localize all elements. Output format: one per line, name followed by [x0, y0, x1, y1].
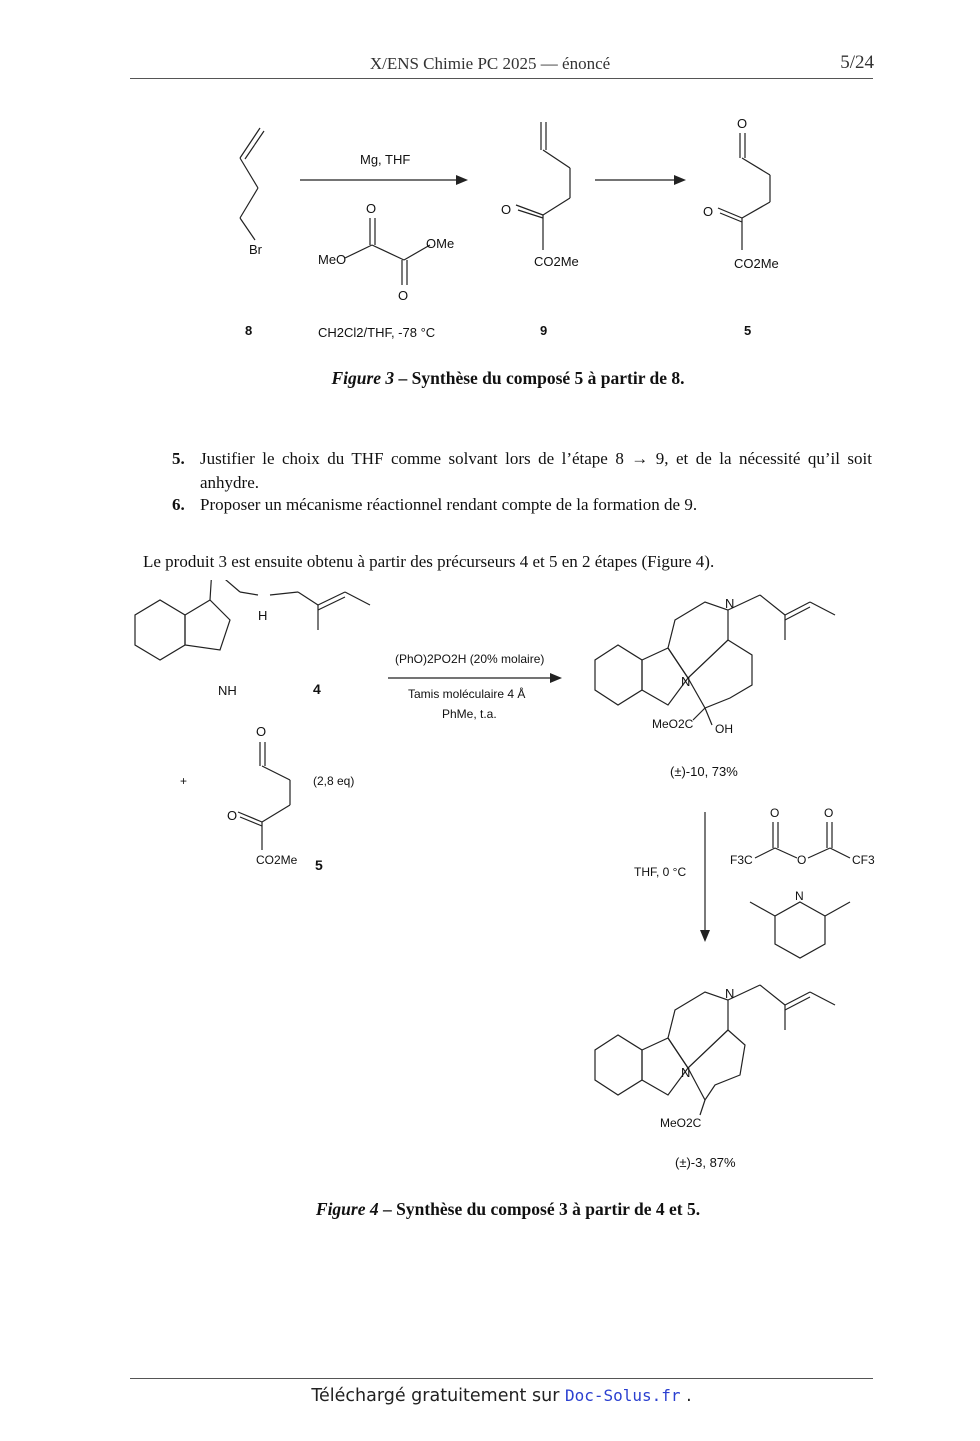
reagent-mg-thf: Mg, THF: [360, 152, 411, 167]
doc-solus-link[interactable]: Doc-Solus.fr: [564, 1386, 681, 1405]
dimethyl-oxalate: [318, 201, 454, 303]
svg-text:CO2Me: CO2Me: [534, 254, 579, 269]
reagent-phosphoric: (PhO)2PO2H (20% molaire): [395, 652, 545, 666]
reagent-ch2cl2: CH2Cl2/THF, -78 °C: [318, 325, 436, 340]
thf-condition: THF, 0 °C: [634, 865, 687, 879]
compound-label-5: 5: [744, 323, 752, 338]
svg-text:MeO2C: MeO2C: [652, 717, 694, 731]
svg-text:O: O: [703, 204, 714, 219]
svg-text:O: O: [770, 806, 780, 820]
compound-label-9: 9: [540, 323, 548, 338]
footer: Téléchargé gratuitement sur Doc-Solus.fr .: [311, 1386, 692, 1406]
molecule-3: [595, 985, 835, 1130]
figure-3-caption: Figure 3 – Synthèse du composé 5 à partir de 8.: [331, 368, 685, 388]
equivalents: (2,8 eq): [313, 774, 355, 788]
product-10-label: (±)-10, 73%: [670, 764, 738, 779]
svg-text:O: O: [227, 808, 238, 823]
svg-text:O: O: [366, 201, 377, 216]
svg-text:CO2Me: CO2Me: [734, 256, 779, 271]
question-6: 6. Proposer un mécanisme réactionnel rendant compte de la formation de 9.: [172, 495, 698, 514]
svg-text:F3C: F3C: [730, 853, 753, 867]
molecule-8: [240, 128, 264, 257]
running-header: X/ENS Chimie PC 2025 — énoncé: [369, 54, 611, 73]
svg-text:OH: OH: [715, 722, 733, 736]
svg-text:CO2Me: CO2Me: [256, 853, 298, 867]
figure-4-scheme: [0, 580, 980, 1180]
svg-text:O: O: [256, 724, 267, 739]
figure-4-caption: Figure 4 – Synthèse du composé 3 à partir de 4 et 5.: [315, 1199, 701, 1219]
page-number: 5/24: [840, 52, 874, 73]
svg-text:MeO: MeO: [318, 252, 347, 267]
compound-label-4: 4: [313, 681, 321, 697]
lutidine: [750, 889, 850, 958]
molecule-4: [135, 580, 370, 698]
svg-text:OMe: OMe: [426, 236, 455, 251]
svg-text:H: H: [258, 608, 268, 623]
svg-text:O: O: [398, 288, 409, 303]
footer-rule: [130, 1378, 873, 1379]
svg-text:N: N: [725, 596, 735, 611]
molecule-5-reagent: [227, 724, 298, 867]
question-5: 5. Justifier le choix du THF comme solvant lors de l’étape 8 → 9, et de la nécessité qu’il soit anhydre.: [172, 449, 872, 492]
svg-text:N: N: [681, 1065, 691, 1080]
footer-text: Téléchargé gratuitement sur: [311, 1386, 565, 1406]
svg-text:O: O: [737, 116, 748, 131]
reagent-solvent: PhMe, t.a.: [442, 707, 497, 721]
svg-text:CF3: CF3: [852, 853, 875, 867]
molecule-5: [703, 116, 779, 271]
intro-paragraph: Le produit 3 est ensuite obtenu à partir des précurseurs 4 et 5 en 2 étapes (Figure 4).: [143, 552, 715, 571]
figure-3-scheme: [0, 0, 980, 360]
svg-text:NH: NH: [218, 683, 237, 698]
svg-text:MeO2C: MeO2C: [660, 1116, 702, 1130]
svg-text:O: O: [824, 806, 834, 820]
product-3-label: (±)-3, 87%: [675, 1155, 736, 1170]
reagent-sieves: Tamis moléculaire 4 Å: [408, 687, 526, 701]
trifluoroacetic-anhydride: [730, 806, 875, 867]
molecule-10: [595, 595, 835, 736]
plus-sign: +: [180, 774, 188, 788]
svg-text:N: N: [681, 674, 691, 689]
svg-text:O: O: [501, 202, 512, 217]
svg-text:O: O: [797, 853, 807, 867]
svg-text:N: N: [795, 889, 804, 903]
compound-label-5b: 5: [315, 857, 323, 873]
molecule-9: [501, 122, 579, 269]
bromine-atom: Br: [249, 242, 262, 257]
svg-text:N: N: [725, 986, 735, 1001]
compound-label-8: 8: [245, 323, 253, 338]
